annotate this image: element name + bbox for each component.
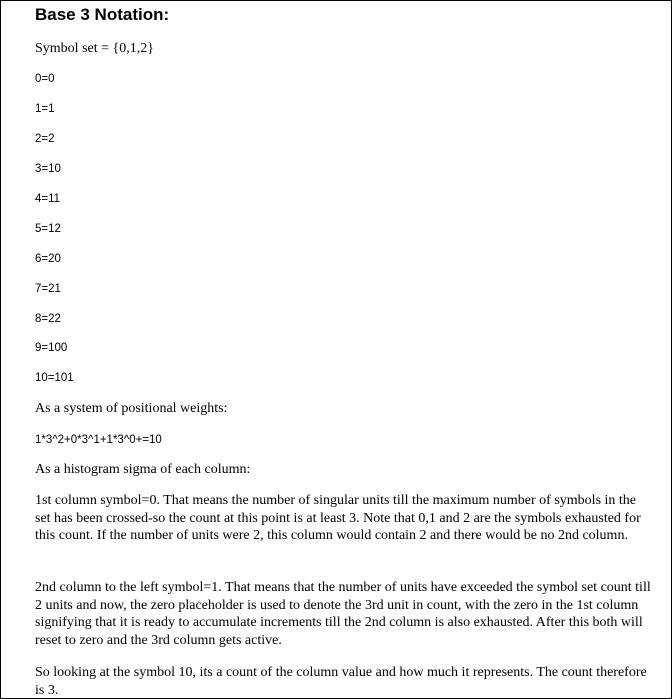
count-line-0: 0=0: [35, 73, 55, 85]
count-line-8: 8=22: [35, 313, 61, 325]
count-line-6: 6=20: [35, 253, 61, 265]
histogram-heading: As a histogram sigma of each column:: [35, 462, 251, 477]
count-line-3: 3=10: [35, 163, 61, 175]
count-line-7: 7=21: [35, 283, 61, 295]
symbol-set-text: Symbol set = {0,1,2}: [35, 41, 154, 56]
count-line-10: 10=101: [35, 372, 74, 384]
paragraph-second-column: 2nd column to the left symbol=1. That means that the number of units have exceeded the symbol set count till 2 units and now, the zero placeholder is used to denote the 3rd unit in count, with the zero in the 1st column signifying that it is ready to accumulate increments till the 2nd column is also exhausted. After this both will reset to zero and the 3rd column gets active.: [35, 580, 651, 648]
positional-heading: As a system of positional weights:: [35, 401, 228, 416]
count-line-1: 1=1: [35, 103, 55, 115]
count-line-9: 9=100: [35, 342, 68, 354]
count-line-5: 5=12: [35, 223, 61, 235]
positional-formula: 1*3^2+0*3^1+1*3^0+=10: [35, 434, 162, 446]
paragraph-conclusion: So looking at the symbol 10, its a count of the column value and how much it represents. The count therefore is 3.: [35, 665, 647, 698]
count-line-4: 4=11: [35, 193, 61, 205]
page-title: Base 3 Notation:: [35, 5, 170, 24]
count-line-2: 2=2: [35, 133, 55, 145]
paragraph-first-column: 1st column symbol=0. That means the number of singular units till the maximum number of symbols in the set has been crossed-so the count at this point is at least 3. Note that 0,1 and 2 are the symbols exhausted for this count. If the number of units were 2, this column would contain 2 and there would be no 2nd column.: [35, 493, 641, 543]
